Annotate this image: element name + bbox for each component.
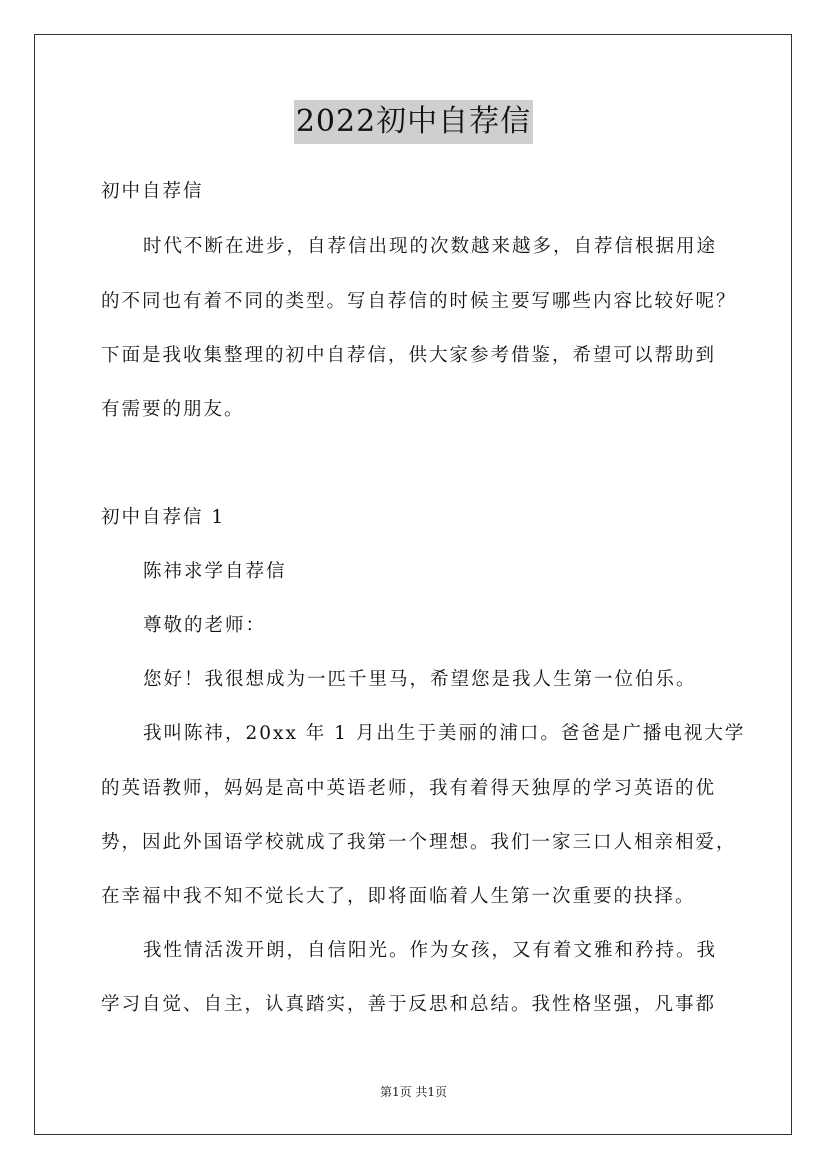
paragraph1-line-2: 的英语教师，妈妈是高中英语老师，我有着得天独厚的学习英语的优 [101,778,717,799]
paragraph2-line-1: 我性情活泼开朗，自信阳光。作为女孩，又有着文雅和矜持。我 [143,940,718,961]
paragraph1-line-3: 势，因此外国语学校就成了我第一个理想。我们一家三口人相亲相爱， [101,832,737,853]
salutation: 尊敬的老师： [143,615,267,636]
document-title-text: 2022初中自荐信 [294,100,533,144]
section-heading: 初中自荐信 1 [101,507,226,528]
intro-line-1: 时代不断在进步，自荐信出现的次数越来越多，自荐信根据用途 [143,236,718,257]
paragraph1-line-1: 我叫陈祎，20xx 年 1 月出生于美丽的浦口。爸爸是广播电视大学 [143,723,746,744]
intro-line-4: 有需要的朋友。 [101,399,245,420]
paragraph1-line-4: 在幸福中我不知不觉长大了，即将面临着人生第一次重要的抉择。 [101,886,696,907]
document-title [0,100,827,144]
document-subtitle: 初中自荐信 [101,181,204,202]
letter-title: 陈祎求学自荐信 [143,561,287,582]
page-footer: 第1页 共1页 [379,1085,448,1099]
intro-line-2: 的不同也有着不同的类型。写自荐信的时候主要写哪些内容比较好呢？ [101,291,737,312]
greeting: 您好！我很想成为一匹千里马，希望您是我人生第一位伯乐。 [143,669,697,690]
paragraph2-line-2: 学习自觉、自主，认真踏实，善于反思和总结。我性格坚强，凡事都 [101,994,717,1015]
intro-line-3: 下面是我收集整理的初中自荐信，供大家参考借鉴，希望可以帮助到 [101,345,717,366]
